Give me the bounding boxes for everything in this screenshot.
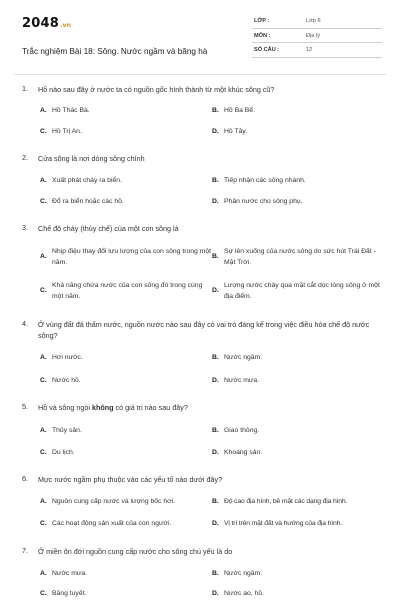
option-letter: D. [212, 590, 219, 597]
meta-key: SỐ CÂU : [254, 47, 280, 53]
option-letter: C. [40, 520, 47, 527]
option-text: Khả năng chứa nước của con sông đó trong cùng một năm. [52, 282, 203, 300]
option-text: Nước mưa. [52, 570, 88, 577]
option-text: Hồ Tây. [224, 128, 248, 135]
site-logo[interactable] [22, 16, 71, 31]
meta-row-count [252, 43, 382, 58]
question-text: Cửa sông là nơi dòng sông chính [38, 154, 145, 163]
option-text: Nhịp điệu thay đổi lưu lượng của con sông trong một năm. [52, 248, 212, 266]
option-text: Nguồn cung cấp nước và lượng bốc hơi. [52, 498, 175, 505]
option-text: Xuất phát chảy ra biển. [52, 177, 122, 184]
option-letter: D. [212, 449, 219, 456]
option-text: Tiếp nhận các sông nhánh. [224, 177, 306, 184]
option-letter: A. [40, 498, 47, 505]
option-letter: B. [212, 177, 219, 184]
option-text: Khoáng sản. [224, 449, 263, 456]
option-text: Các hoạt động sản xuất của con người. [52, 520, 172, 527]
option-letter: A. [40, 253, 47, 260]
question-text: Ở vùng đất đá thấm nước, nguồn nước nào sau đây có vai trò đáng kể trong việc điều hòa chế độ nước sông? [38, 320, 370, 340]
question-text: Mực nước ngầm phụ thuộc vào các yếu tố nào dưới đây? [38, 475, 223, 484]
question-number: 1. [22, 84, 28, 93]
meta-key: LỚP : [254, 18, 270, 24]
option-text: Hồ Trị An. [52, 128, 82, 135]
question-text: Ở miền ôn đới nguồn cung cấp nước cho sông chủ yếu là do [38, 547, 233, 556]
option-text: Vị trí trên mặt đất và hướng của địa hình. [224, 520, 342, 527]
meta-value: Lớp 6 [306, 18, 321, 24]
option-text: Băng tuyết. [52, 590, 87, 597]
option-letter: D. [212, 520, 219, 527]
option-letter: C. [40, 198, 47, 205]
option-letter: D. [212, 128, 219, 135]
option-text: Nước ao, hồ. [224, 590, 264, 597]
option-letter: A. [40, 570, 47, 577]
meta-table [252, 14, 382, 58]
option-text: Nước ngầm. [224, 570, 263, 577]
option-text: Độ cao địa hình, bề mặt các dạng địa hình. [224, 498, 348, 505]
option-letter: D. [212, 287, 219, 294]
option-letter: A. [40, 177, 47, 184]
option-letter: C. [40, 590, 47, 597]
question-number: 4. [22, 319, 28, 328]
logo-suffix: .vn [59, 22, 72, 29]
option-text: Sự lên xuống của nước sông do sức hút Trái Đất - Mặt Trời. [224, 248, 376, 266]
question-number: 5. [22, 402, 28, 411]
option-text: Thủy sản. [52, 427, 82, 434]
question-number: 2. [22, 153, 28, 162]
option-letter: C. [40, 128, 47, 135]
header-divider [14, 74, 386, 75]
question-text-emphasis: không [91, 403, 114, 412]
option-letter: B. [212, 498, 219, 505]
meta-row-subject [252, 29, 382, 44]
page-title: Trắc nghiệm Bài 18: Sông. Nước ngầm và băng hà [22, 47, 208, 56]
question-number: 6. [22, 474, 28, 483]
question-text [38, 402, 378, 413]
option-letter: D. [212, 198, 219, 205]
option-letter: B. [212, 427, 219, 434]
option-text: Hồ Ba Bể. [224, 107, 255, 114]
option-text: Nước ngầm. [224, 354, 263, 361]
meta-value: 12 [306, 47, 313, 53]
question-text-part: Hồ và sông ngòi [38, 403, 92, 412]
logo-text: 2048 [22, 16, 59, 31]
option-letter: B. [212, 253, 219, 260]
option-letter: A. [40, 354, 47, 361]
option-letter: A. [40, 107, 47, 114]
option-letter: D. [212, 377, 219, 384]
question-number: 7. [22, 546, 28, 555]
meta-key: MÔN : [254, 32, 271, 39]
question-text-part: có giá trị nào sau đây? [113, 403, 188, 412]
option-text: Hơi nước. [52, 354, 83, 361]
option-letter: C. [40, 449, 47, 456]
option-text: Nước mưa. [224, 377, 260, 384]
question-text: Hồ nào sau đây ở nước ta có nguồn gốc hình thành từ một khúc sông cũ? [38, 85, 275, 94]
option-letter: C. [40, 287, 47, 294]
option-letter: B. [212, 354, 219, 361]
question-text: Chế độ chảy (thủy chế) của một con sông là [38, 224, 179, 233]
option-letter: A. [40, 427, 47, 434]
option-text: Giao thông. [224, 427, 260, 434]
option-text: Lượng nước chảy qua mặt cắt dọc lòng sông ở một địa điểm. [224, 282, 380, 300]
option-letter: B. [212, 570, 219, 577]
option-text: Du lịch. [52, 449, 75, 456]
option-letter: B. [212, 107, 219, 114]
option-text: Đổ ra biển hoặc các hồ. [52, 198, 124, 205]
question-number: 3. [22, 223, 28, 232]
option-text: Nước hồ. [52, 377, 81, 384]
page-header [22, 14, 382, 72]
meta-value: Địa lý [306, 32, 320, 39]
meta-row-class [252, 14, 382, 29]
option-text: Phân nước cho sông phụ. [224, 198, 303, 205]
option-letter: C. [40, 377, 47, 384]
option-text: Hồ Thác Bà. [52, 107, 90, 114]
